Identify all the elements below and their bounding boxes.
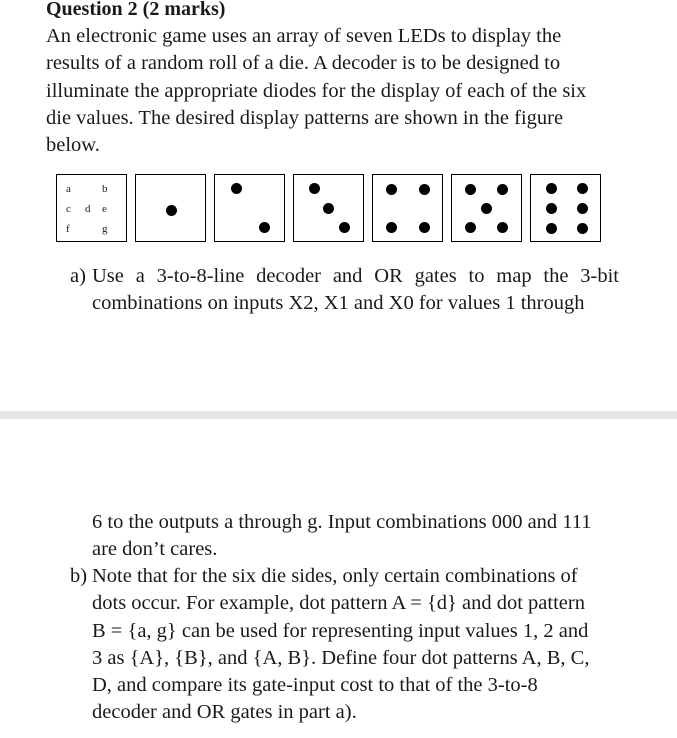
led-label-a: a bbox=[66, 183, 71, 195]
part-b-line: decoder and OR gates in part a). bbox=[92, 701, 357, 724]
led-label-b: b bbox=[102, 183, 108, 195]
intro-line: An electronic game uses an array of seven LEDs to display the bbox=[46, 25, 562, 47]
question-title: Question 2 (2 marks) bbox=[46, 0, 226, 20]
part-a-text-bottom bbox=[92, 509, 619, 564]
led-dot-f bbox=[465, 222, 476, 233]
led-dot-g bbox=[497, 222, 508, 233]
part-a-line: combinations on inputs X2, X1 and X0 for values 1 through bbox=[92, 292, 585, 314]
led-label-d: d bbox=[85, 203, 91, 215]
die-face-1 bbox=[135, 174, 206, 242]
led-dot-f bbox=[386, 222, 397, 233]
part-a-line: Use a 3-to-8-line decoder and OR gates to map the 3-bit bbox=[92, 265, 619, 287]
part-a-text-top-2 bbox=[92, 290, 619, 317]
die-face-2 bbox=[214, 174, 285, 242]
part-b-line: D, and compare its gate-input cost to that of the 3-to-8 bbox=[92, 674, 538, 697]
led-label-key bbox=[56, 174, 127, 242]
intro-line: below. bbox=[46, 134, 100, 157]
led-dot-a bbox=[309, 183, 320, 194]
part-a-line: are don’t cares. bbox=[92, 538, 218, 561]
part-b-line: dots occur. For example, dot pattern A = {d} and dot pattern bbox=[92, 592, 585, 615]
led-dot-d bbox=[481, 203, 492, 214]
led-label-g: g bbox=[102, 223, 108, 235]
led-label-e: e bbox=[102, 203, 107, 215]
led-dot-b bbox=[497, 184, 508, 195]
led-label-f: f bbox=[66, 223, 70, 235]
led-dot-a bbox=[546, 183, 557, 194]
die-face-3 bbox=[293, 174, 364, 242]
led-label-c: c bbox=[66, 203, 71, 215]
led-dot-f bbox=[546, 223, 557, 234]
led-dot-d bbox=[323, 203, 334, 214]
part-a-line: 6 to the outputs a through g. Input combinations 000 and 111 bbox=[92, 511, 592, 533]
part-b-text bbox=[92, 563, 619, 727]
led-dot-g bbox=[259, 222, 270, 233]
led-dot-e bbox=[577, 203, 588, 214]
led-dot-b bbox=[577, 183, 588, 194]
die-display-figure bbox=[56, 174, 616, 244]
led-dot-g bbox=[339, 222, 350, 233]
part-a-marker: a) bbox=[70, 265, 86, 287]
intro-line: illuminate the appropriate diodes for the display of each of the six bbox=[46, 79, 587, 102]
part-b-line: Note that for the six die sides, only certain combinations of bbox=[92, 565, 578, 587]
part-b-line: B = {a, g} can be used for representing input values 1, 2 and bbox=[92, 619, 589, 642]
page-break-divider bbox=[0, 411, 677, 419]
led-dot-b bbox=[419, 184, 430, 195]
question-intro bbox=[46, 23, 619, 159]
led-dot-d bbox=[166, 205, 177, 216]
die-face-5 bbox=[451, 174, 522, 242]
die-face-4 bbox=[372, 174, 443, 242]
led-dot-a bbox=[231, 183, 242, 194]
part-b-line: 3 as {A}, {B}, and {A, B}. Define four dot patterns A, B, C, bbox=[92, 646, 590, 669]
part-b-marker: b) bbox=[70, 565, 88, 587]
intro-line: die values. The desired display patterns are shown in the figure bbox=[46, 106, 564, 129]
led-dot-g bbox=[577, 223, 588, 234]
intro-line: results of a random roll of a die. A decoder is to be designed to bbox=[46, 52, 561, 75]
led-dot-c bbox=[546, 203, 557, 214]
die-face-6 bbox=[530, 174, 601, 242]
part-a-text-top bbox=[92, 263, 619, 290]
led-dot-a bbox=[465, 184, 476, 195]
led-dot-g bbox=[419, 222, 430, 233]
led-dot-a bbox=[386, 184, 397, 195]
